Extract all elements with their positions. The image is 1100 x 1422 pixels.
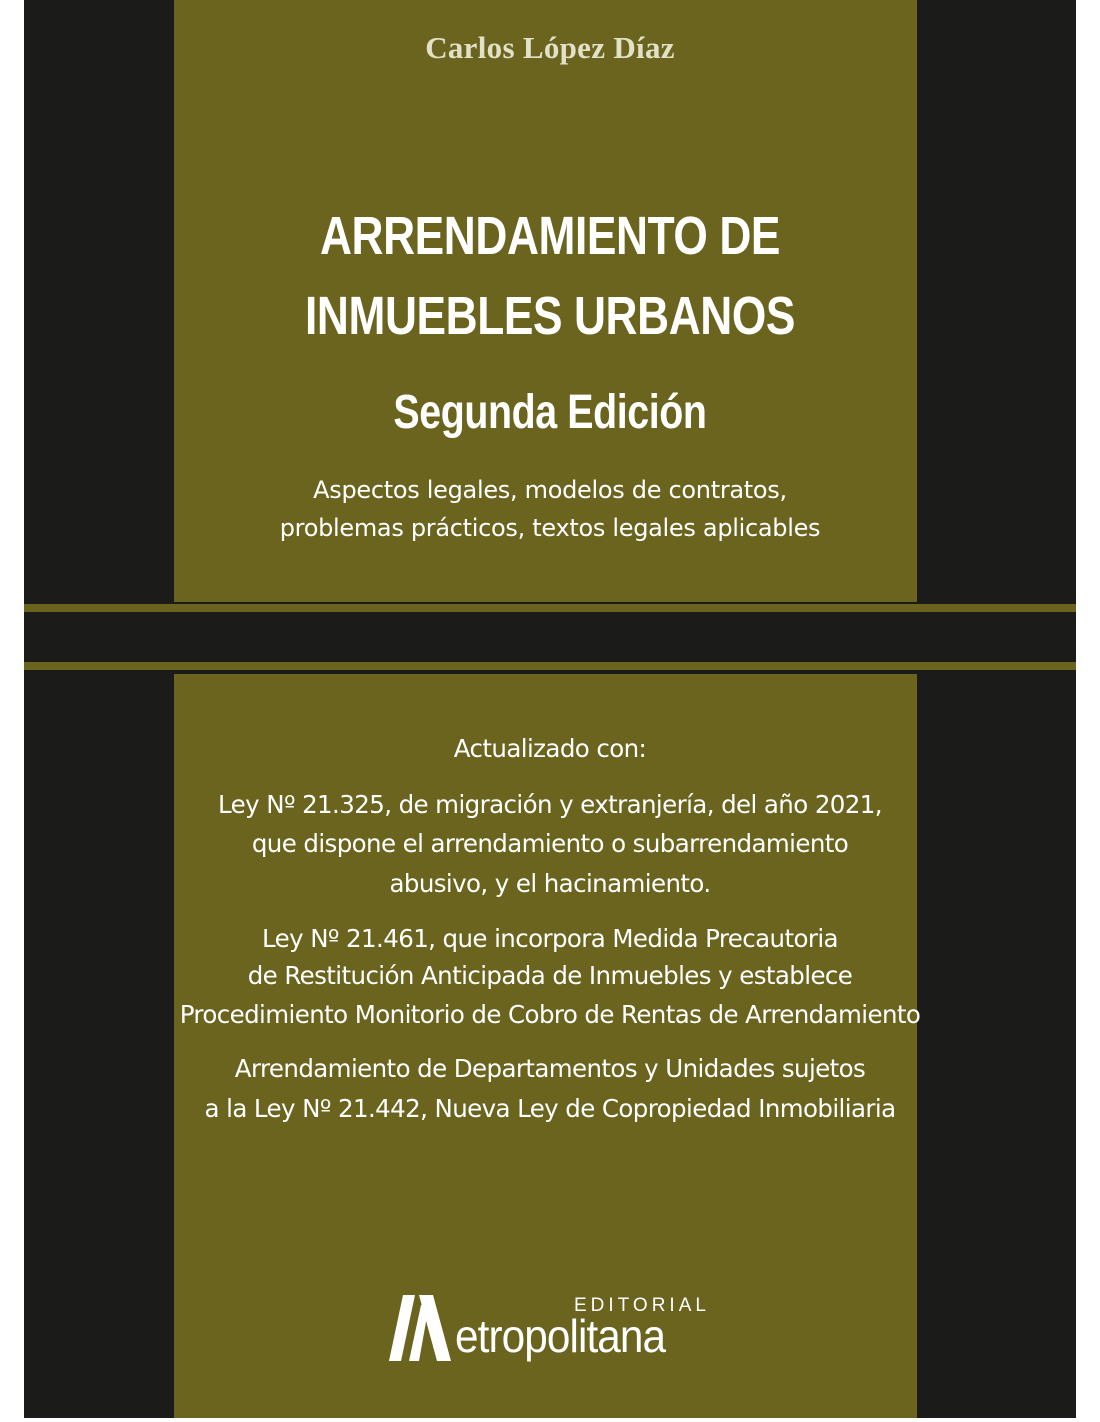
- update-line: que dispone el arrendamiento o subarrendamiento: [251, 829, 849, 858]
- author-name: Carlos López Díaz: [425, 30, 675, 65]
- book-title-line-1: ARRENDAMIENTO DE: [319, 206, 781, 266]
- book-subtitle-line-2: problemas prácticos, textos legales aplicables: [279, 514, 821, 542]
- metropolitana-m-logo-icon: [389, 1295, 451, 1361]
- book-title-line-2: INMUEBLES URBANOS: [305, 286, 795, 346]
- update-line: a la Ley Nº 21.442, Nueva Ley de Copropiedad Inmobiliaria: [204, 1094, 896, 1123]
- cover-divider-line: [24, 662, 1076, 670]
- book-cover: [24, 0, 1076, 1418]
- publisher-label: EDITORIAL: [574, 1295, 710, 1316]
- update-line: Arrendamiento de Departamentos y Unidades sujetos: [234, 1054, 866, 1083]
- update-line: Ley Nº 21.325, de migración y extranjería, del año 2021,: [218, 790, 882, 819]
- updates-heading: Actualizado con:: [453, 734, 647, 763]
- update-line: de Restitución Anticipada de Inmuebles y establece: [247, 961, 853, 990]
- publisher-logo: [389, 1295, 719, 1365]
- update-line: Ley Nº 21.461, que incorpora Medida Precautoria: [262, 924, 838, 953]
- cover-divider-line: [24, 604, 1076, 612]
- update-line: abusivo, y el hacinamiento.: [389, 869, 711, 898]
- book-subtitle-line-1: Aspectos legales, modelos de contratos,: [313, 476, 787, 504]
- update-line: Procedimiento Monitorio de Cobro de Rentas de Arrendamiento: [179, 1000, 921, 1029]
- book-edition: Segunda Edición: [393, 386, 707, 439]
- publisher-name: etropolitana: [455, 1310, 666, 1362]
